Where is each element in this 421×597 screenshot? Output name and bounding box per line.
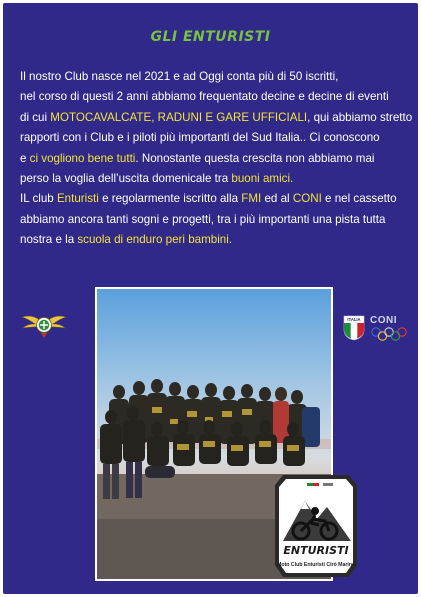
body-text: IL club [20, 192, 57, 206]
highlighted-text: buoni amici. [231, 171, 294, 185]
body-text: e regolarmente iscritto alla [98, 192, 242, 206]
body-line [20, 128, 410, 148]
highlighted-text: MOTOCAVALCATE, RADUNI E GARE UFFICIALI [50, 110, 308, 124]
highlighted-text: CONI [292, 192, 322, 206]
italia-label: ITALIA [347, 317, 361, 322]
body-text: di cui [20, 110, 51, 124]
body-line [20, 87, 410, 107]
highlighted-text: Enturisti [56, 192, 99, 206]
club-logo-caption: Moto Club Enturisti Cirò Marina [277, 562, 355, 568]
highlighted-text: FMI [241, 192, 262, 206]
body-text: perso la voglia dell’uscita domenicale tra [20, 171, 232, 185]
body-text: e [20, 151, 30, 165]
body-line [20, 169, 410, 189]
content-panel [3, 3, 418, 594]
highlighted-text: ci vogliono bene tutti [29, 151, 136, 165]
body-text: abbiamo ancora tanti sogni e progetti, tra i più importanti una pista tutta [20, 212, 386, 226]
fmi-winged-emblem-icon [21, 308, 67, 340]
page-title: GLI ENTURISTI [150, 29, 271, 45]
body-text: rapporti con i Club e i piloti più importanti del Sud Italia.. Ci conoscono [20, 131, 380, 145]
body-text: nel corso di questi 2 anni abbiamo frequentato decine e decine di eventi [20, 90, 389, 104]
highlighted-text: scuola di enduro peri bambini. [77, 233, 233, 247]
body-line [20, 230, 410, 250]
body-line [20, 108, 413, 128]
body-line [20, 189, 410, 209]
club-description [20, 67, 413, 251]
body-text: nostra e la [20, 233, 78, 247]
body-text: , qui abbiamo stretto [307, 110, 413, 124]
body-line [20, 149, 410, 169]
club-logo-word: ENTURISTI [283, 544, 349, 557]
body-line [20, 67, 410, 87]
coni-label: CONI [370, 315, 397, 326]
club-logo [273, 471, 359, 579]
body-text: . Nonostante questa crescita non abbiamo mai [135, 151, 375, 165]
body-text: e nel cassetto [321, 192, 397, 206]
body-text: Il nostro Club nasce nel 2021 e ad Oggi conta più di 50 iscritti, [20, 70, 339, 83]
body-text: ed al [261, 192, 293, 206]
olympic-rings-icon [369, 327, 409, 341]
body-line [20, 210, 410, 230]
italia-shield-icon [343, 315, 365, 341]
